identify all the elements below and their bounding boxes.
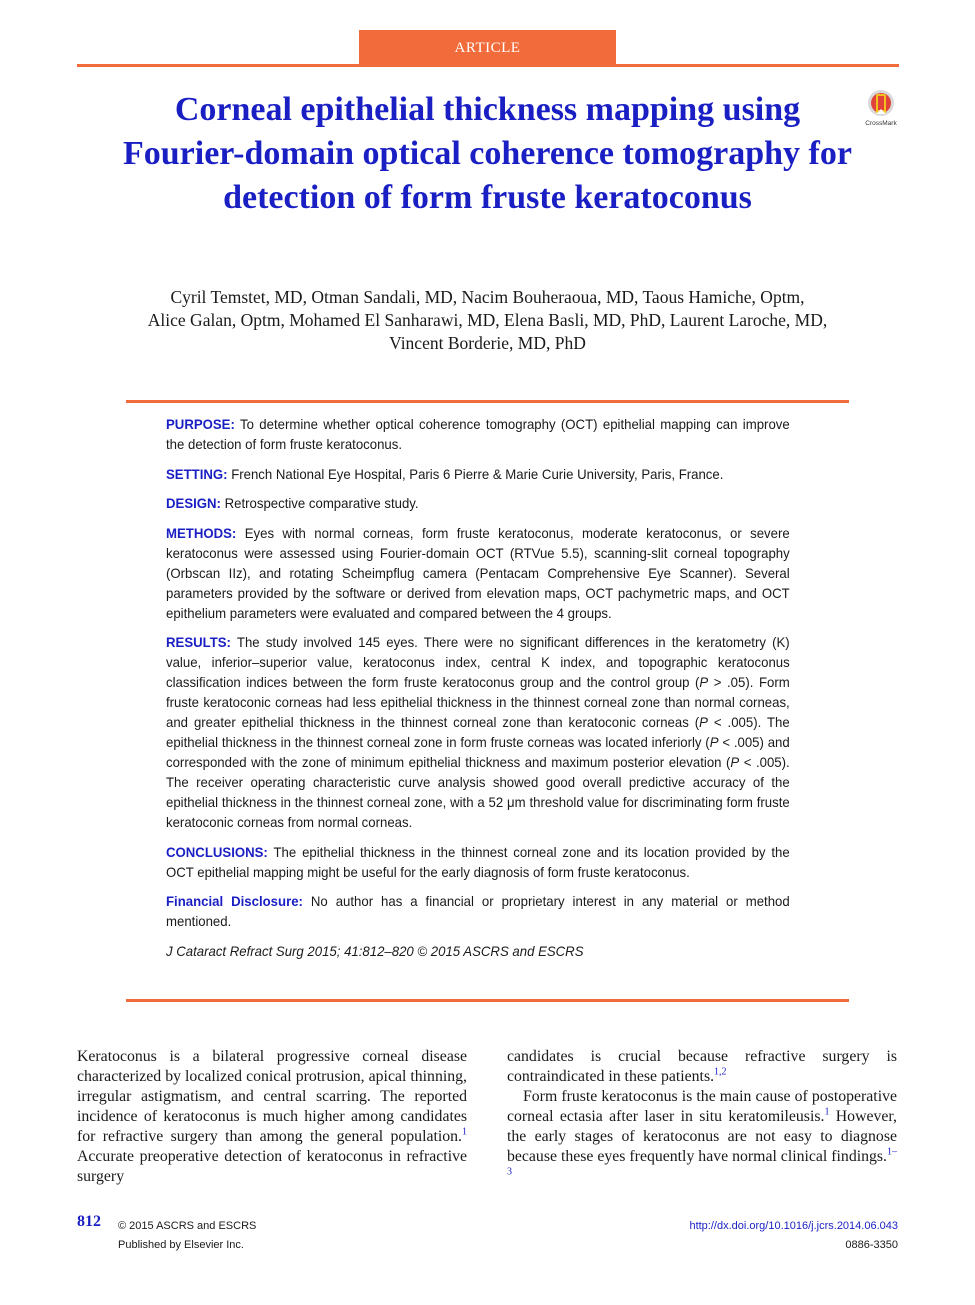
author-line: Cyril Temstet, MD, Otman Sandali, MD, Nacim Bouheraoua, MD, Taous Hamiche, Optm, bbox=[170, 287, 805, 307]
body-paragraph: Keratoconus is a bilateral progressive corneal disease characterized by localized conical protrusion, apical thinning, irregular astigmatism, and central scarring. The reported incidence of keratoconus is much higher among candidates for refractive surgery than among the general population.$^1$ Accurate preoperative detection of keratoconus in refractive surgery bbox=[77, 1048, 467, 1185]
author-line: Alice Galan, Optm, Mohamed El Sanharawi, MD, Elena Basli, MD, PhD, Laurent Laroche, MD, bbox=[147, 310, 828, 330]
abstract-design: DESIGN: Retrospective comparative study. bbox=[166, 496, 419, 511]
article-title: Corneal epithelial thickness mapping using Fourier-domain optical coherence tomography for detection of form fruste keratoconus bbox=[123, 91, 852, 216]
reference-link[interactable]: 1–3 bbox=[507, 1146, 897, 1178]
body-paragraph: candidates is crucial because refractive surgery is contraindicated in these patients.$^{1,2}$ bbox=[507, 1048, 897, 1085]
reference-link[interactable]: 1 bbox=[462, 1126, 467, 1138]
body-paragraph: Form fruste keratoconus is the main cause of postoperative corneal ectasia after laser in situ keratomileusis.$^1$ However, the early stages of keratoconus are not easy to diagnose because these eyes frequently have normal clinical findings.$^{1-3}$ bbox=[507, 1088, 897, 1178]
body-column-right bbox=[507, 1047, 897, 1187]
abstract-citation: J Cataract Refract Surg 2015; 41:812–820 © 2015 ASCRS and ESCRS bbox=[166, 943, 584, 959]
body-column-left bbox=[77, 1047, 467, 1187]
abstract-bottom-rule bbox=[126, 999, 849, 1002]
abstract-setting: SETTING: French National Eye Hospital, Paris 6 Pierre & Marie Curie University, Paris, France. bbox=[166, 466, 724, 482]
crossmark-icon[interactable] bbox=[864, 88, 898, 128]
abstract-conclusions: CONCLUSIONS: The epithelial thickness in the thinnest corneal zone and its location provided by the OCT epithelial mapping might be useful for the early diagnosis of form fruste keratoconus. bbox=[166, 844, 790, 880]
page-number: 812 bbox=[77, 1213, 101, 1230]
abstract-purpose: PURPOSE: To determine whether optical coherence tomography (OCT) epithelial mapping can improve the detection of form fruste keratoconus. bbox=[166, 417, 790, 452]
crossmark-label: CrossMark bbox=[865, 120, 897, 127]
doi-link[interactable]: http://dx.doi.org/10.1016/j.jcrs.2014.06.043 bbox=[689, 1220, 898, 1232]
footer-right bbox=[689, 1217, 898, 1255]
abstract-disclosure: Financial Disclosure: No author has a financial or proprietary interest in any material or method mentioned. bbox=[166, 894, 790, 929]
abstract-top-rule bbox=[126, 400, 849, 403]
abstract bbox=[166, 415, 790, 971]
author-list bbox=[80, 286, 895, 355]
abstract-results: RESULTS: The study involved 145 eyes. There were no significant differences in the keratometry (K) value, inferior–superior value, keratoconus index, central K index, and topographic keratoconus classification indices between the form fruste keratoconus group and the control group (P > .05). Form fruste keratoconic corneas had less epithelial thickness in the thinnest corneal zone than normal corneas, and greater epithelial thickness in the thinnest corneal zone than keratoconic corneas (P < .005). The epithelial thickness in the thinnest corneal zone in form fruste corneas was located inferiorly (P < .005) and corresponded with the zone of minimum epithelial thickness and maximum posterior elevation (P < .005). The receiver operating characteristic curve analysis showed good overall predictive accuracy of the epithelial thickness in the thinnest corneal zone, with a 52 μm threshold value for discriminating form fruste keratoconic corneas from normal corneas. bbox=[166, 635, 790, 830]
author-line: Vincent Borderie, MD, PhD bbox=[389, 333, 586, 353]
reference-link[interactable]: 1,2 bbox=[714, 1066, 727, 1078]
footer-left bbox=[118, 1217, 256, 1255]
article-section-tab: ARTICLE bbox=[359, 30, 616, 66]
reference-link[interactable]: 1 bbox=[824, 1106, 830, 1118]
footer-copyright: © 2015 ASCRS and ESCRS bbox=[118, 1220, 257, 1232]
footer-issn: 0886-3350 bbox=[845, 1239, 898, 1251]
header-rule bbox=[77, 64, 899, 67]
abstract-methods: METHODS: Eyes with normal corneas, form fruste keratoconus, moderate keratoconus, or severe keratoconus were assessed using Fourier-domain OCT (RTVue 5.5), scanning-slit corneal topography (Orbscan IIz), and rotating Scheimpflug camera (Pentacam Comprehensive Eye Scanner). Several parameters provided by the software or derived from elevation maps, OCT pachymetric maps, and OCT epithelium parameters were evaluated and compared between the 4 groups. bbox=[166, 525, 790, 621]
footer-publisher: Published by Elsevier Inc. bbox=[118, 1239, 244, 1251]
